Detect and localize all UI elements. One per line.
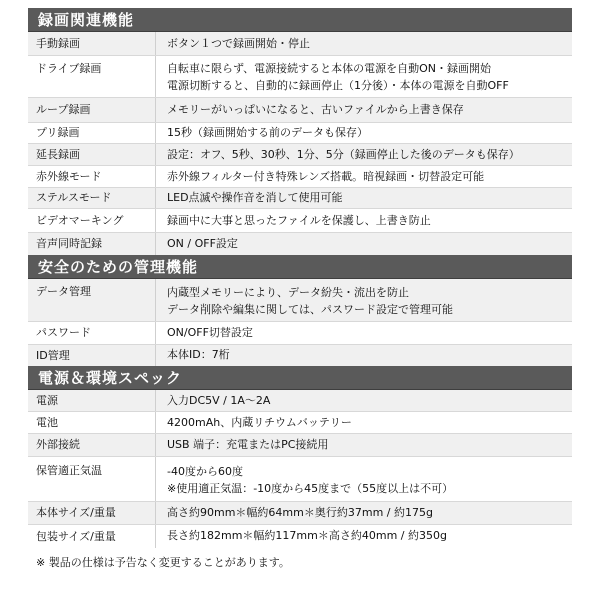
spec-row-loop-recording: [28, 98, 572, 123]
spec-value-line: 電源切断すると、自動的に録画停止（1分後）・本体の電源を自動OFF: [167, 79, 509, 92]
spec-label: 保管適正気温: [28, 457, 156, 501]
spec-row-audio-recording: [28, 233, 572, 255]
spec-value-line: 15秒（録画開始する前のデータも保存）: [167, 126, 368, 139]
spec-label: 音声同時記録: [28, 233, 156, 255]
spec-label: ステルスモード: [28, 188, 156, 208]
spec-value: [156, 502, 572, 521]
spec-row-data-management: [28, 279, 572, 322]
spec-label: 手動録画: [28, 32, 156, 55]
spec-label: プリ録画: [28, 123, 156, 143]
spec-value-line: 自転車に限らず、電源接続すると本体の電源を自動ON・録画開始: [167, 62, 492, 75]
spec-value-line: 長さ約182mm＊幅約117mm＊高さ約40mm / 約350g: [167, 529, 447, 542]
spec-value-line: 本体ID：7桁: [167, 348, 230, 361]
spec-value-line: 4200mAh、内蔵リチウムバッテリー: [167, 416, 352, 429]
spec-value: [156, 322, 572, 341]
spec-label: データ管理: [28, 279, 156, 321]
spec-value-line: ON / OFF設定: [167, 237, 238, 250]
spec-row-extended-recording: [28, 144, 572, 166]
spec-label: ID管理: [28, 345, 156, 366]
spec-row-power: [28, 390, 572, 412]
spec-label: 本体サイズ/重量: [28, 502, 156, 524]
spec-value: [156, 123, 572, 141]
footnote: ※ 製品の仕様は予告なく変更することがあります。: [36, 556, 290, 569]
spec-row-external-connection: [28, 434, 572, 457]
section-header-security: 安全のための管理機能: [28, 255, 572, 279]
spec-row-password: [28, 322, 572, 345]
spec-row-id-management: [28, 345, 572, 366]
spec-row-stealth-mode: [28, 188, 572, 209]
spec-row-drive-recording: [28, 56, 572, 98]
spec-value-line: データ削除や編集に関しては、パスワード設定で管理可能: [167, 303, 453, 316]
spec-label: 電池: [28, 412, 156, 433]
spec-value: [156, 525, 572, 544]
spec-value: [156, 434, 572, 453]
spec-value: [156, 56, 572, 94]
spec-value-line: -40度から60度: [167, 465, 243, 478]
spec-row-body-size: [28, 502, 572, 525]
spec-value: [156, 144, 572, 163]
spec-value-line: 設定：オフ、5秒、30秒、1分、5分（録画停止した後のデータも保存）: [167, 148, 520, 161]
section-header-recording: 録画関連機能: [28, 8, 572, 32]
spec-value-line: ※使用適正気温：-10度から45度まで（55度以上は不可）: [167, 482, 454, 495]
spec-value-line: LED点滅や操作音を消して使用可能: [167, 191, 343, 204]
spec-label: ループ録画: [28, 98, 156, 122]
spec-label: ビデオマーキング: [28, 209, 156, 232]
spec-value-line: ON/OFF切替設定: [167, 326, 253, 339]
spec-value-line: メモリーがいっぱいになると、古いファイルから上書き保存: [167, 103, 464, 116]
spec-value-line: USB 端子：充電またはPC接続用: [167, 438, 329, 451]
spec-row-storage-temperature: [28, 457, 572, 502]
spec-row-video-marking: [28, 209, 572, 233]
spec-value: [156, 279, 572, 318]
spec-value: [156, 233, 572, 252]
spec-value-line: 赤外線フィルター付き特殊レンズ搭載。暗視録画・切替設定可能: [167, 170, 485, 183]
spec-value-line: 高さ約90mm＊幅約64mm＊奥行約37mm / 約175g: [167, 506, 433, 519]
spec-label: 電源: [28, 390, 156, 411]
spec-label: 包装サイズ/重量: [28, 525, 156, 548]
spec-value: [156, 98, 572, 118]
spec-value-line: 録画中に大事と思ったファイルを保護し、上書き防止: [167, 214, 431, 227]
spec-value: [156, 32, 572, 52]
spec-value: [156, 390, 572, 409]
spec-value: [156, 412, 572, 431]
spec-value-line: ボタン１つで録画開始・停止: [167, 37, 310, 50]
spec-label: 赤外線モード: [28, 166, 156, 187]
spec-value-line: 内蔵型メモリーにより、データ紛失・流出を防止: [167, 286, 409, 299]
spec-value: [156, 345, 572, 363]
spec-row-infrared-mode: [28, 166, 572, 188]
spec-value: [156, 188, 572, 206]
spec-table: [28, 8, 572, 548]
section-header-power: 電源＆環境スペック: [28, 366, 572, 390]
spec-label: ドライブ録画: [28, 56, 156, 97]
spec-value: [156, 457, 572, 497]
spec-value-line: 入力DC5V / 1A～2A: [167, 394, 271, 407]
spec-value: [156, 166, 572, 185]
spec-label: パスワード: [28, 322, 156, 344]
spec-row-package-size: [28, 525, 572, 548]
spec-label: 延長録画: [28, 144, 156, 165]
spec-value: [156, 209, 572, 229]
spec-row-battery: [28, 412, 572, 434]
spec-row-manual-recording: [28, 32, 572, 56]
spec-row-pre-recording: [28, 123, 572, 144]
spec-label: 外部接続: [28, 434, 156, 456]
